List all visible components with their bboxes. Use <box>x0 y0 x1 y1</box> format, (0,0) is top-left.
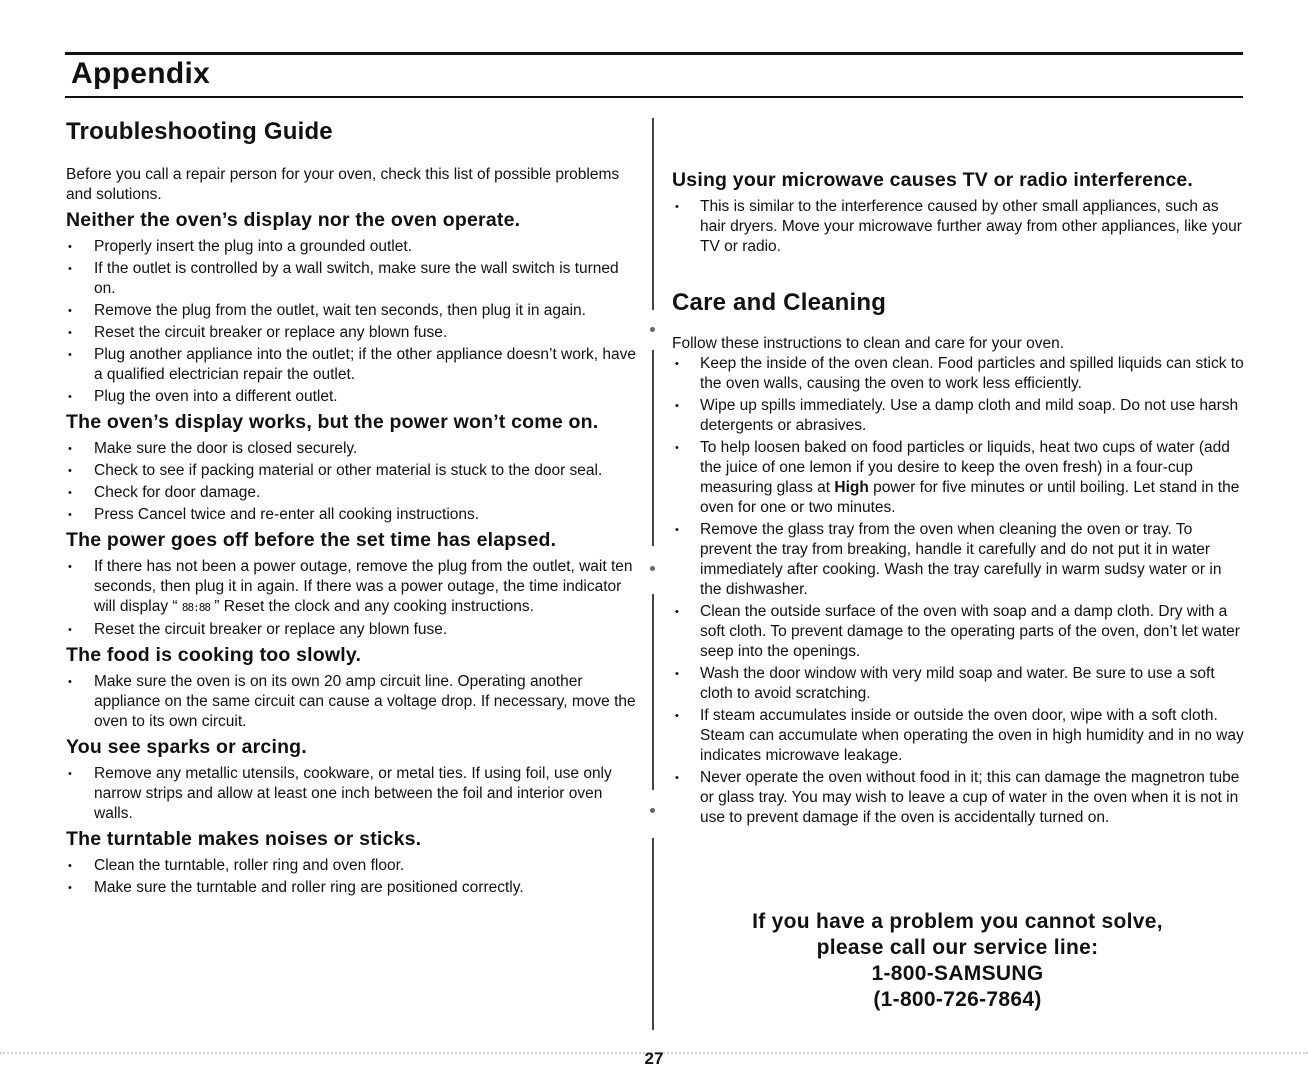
service-line-2: please call our service line: <box>816 936 1099 959</box>
list-item: • Remove the glass tray from the oven when cleaning the oven or tray. To prevent the tray from breaking, handle it carefully and do not put it in water immediately after cooking. Wash the tray carefully in warm sudsy water or in the dishwasher. <box>672 520 1244 600</box>
list-item: • Never operate the oven without food in it; this can damage the magnetron tube or glass tray. You may wish to leave a cup of water in the oven when it is not in use to prevent damage if the oven is accidentally turned on. <box>672 768 1244 828</box>
list-item: • Plug another appliance into the outlet; if the other appliance doesn’t work, have a qualified electrician repair the outlet. <box>66 345 638 385</box>
list-item: • Make sure the turntable and roller ring are positioned correctly. <box>66 878 638 898</box>
list-item: • If steam accumulates inside or outside the oven door, wipe with a soft cloth. Steam can accumulate when operating the oven in high humidity and in no way indicates microwave leakage. <box>672 706 1244 766</box>
section-list <box>66 672 638 732</box>
list-item-text: If there has not been a power outage, remove the plug from the outlet, wait ten seconds, then plug it in again. If there was a power outage, the time indicator will display “ <box>94 558 633 615</box>
list-item: • Check to see if packing material or other material is stuck to the door seal. <box>66 461 638 481</box>
column-divider <box>652 838 654 1030</box>
list-item: • Wash the door window with very mild soap and water. Be sure to use a soft cloth to avoid scratching. <box>672 664 1244 704</box>
header-rule-top <box>65 52 1243 55</box>
section-list <box>66 764 638 824</box>
care-intro: Follow these instructions to clean and care for your oven. <box>672 335 1065 352</box>
care-list <box>672 354 1244 828</box>
list-item-text: power for five minutes or until boiling. Let stand in the oven for one or two minutes. <box>700 479 1240 516</box>
section-list <box>66 557 638 640</box>
interference-list <box>672 197 1244 257</box>
list-item-text: ” Reset the clock and any cooking instructions. <box>209 598 534 615</box>
section-list <box>66 856 638 898</box>
page-number: 27 <box>644 1049 664 1068</box>
troubleshooting-intro: Before you call a repair person for your oven, check this list of possible problems and solutions. <box>66 166 620 203</box>
list-item <box>672 438 1244 518</box>
column-divider <box>652 594 654 790</box>
list-item: • Clean the turntable, roller ring and oven floor. <box>66 856 638 876</box>
time-indicator-display: 88:88 <box>181 601 210 614</box>
list-item-text: To help loosen baked on food particles or liquids, heat two cups of water (add the juice of one lemon if you desire to keep the oven fresh) in a four-cup measuring glass at <box>700 439 1230 496</box>
troubleshooting-title: Troubleshooting Guide <box>66 118 333 145</box>
care-column <box>672 118 1244 830</box>
list-item: • Check for door damage. <box>66 483 638 503</box>
list-item: • Keep the inside of the oven clean. Food particles and spilled liquids can stick to the oven walls, causing the oven to work less efficiently. <box>672 354 1244 394</box>
section-heading: Neither the oven’s display nor the oven operate. <box>66 209 521 231</box>
service-callout <box>700 909 1215 1013</box>
service-phone-name: 1-800-SAMSUNG <box>871 962 1044 985</box>
section-heading: The food is cooking too slowly. <box>66 644 362 666</box>
divider-dot <box>650 808 655 813</box>
list-item: • Remove any metallic utensils, cookware, or metal ties. If using foil, use only narrow strips and allow at least one inch between the foil and interior oven walls. <box>66 764 638 824</box>
section-heading: The power goes off before the set time has elapsed. <box>66 529 557 551</box>
list-item: • Reset the circuit breaker or replace any blown fuse. <box>66 620 638 640</box>
list-item: • Wipe up spills immediately. Use a damp cloth and mild soap. Do not use harsh detergents or abrasives. <box>672 396 1244 436</box>
section-list <box>66 439 638 525</box>
section-heading: The turntable makes noises or sticks. <box>66 828 422 850</box>
interference-heading: Using your microwave causes TV or radio interference. <box>672 169 1194 191</box>
section-list <box>66 237 638 407</box>
column-divider <box>652 118 654 310</box>
list-item: • If the outlet is controlled by a wall switch, make sure the wall switch is turned on. <box>66 259 638 299</box>
list-item: • Properly insert the plug into a grounded outlet. <box>66 237 638 257</box>
list-item <box>66 557 638 618</box>
power-level-label: High <box>834 479 869 496</box>
list-item: • Remove the plug from the outlet, wait ten seconds, then plug it in again. <box>66 301 638 321</box>
list-item: • Press Cancel twice and re-enter all cooking instructions. <box>66 505 638 525</box>
divider-dot <box>650 327 655 332</box>
section-heading: You see sparks or arcing. <box>66 736 307 758</box>
troubleshooting-column <box>66 118 638 900</box>
section-heading: The oven’s display works, but the power won’t come on. <box>66 411 599 433</box>
list-item: • Reset the circuit breaker or replace any blown fuse. <box>66 323 638 343</box>
care-title: Care and Cleaning <box>672 289 887 316</box>
header-rule-bottom <box>65 96 1243 98</box>
service-line-1: If you have a problem you cannot solve, <box>752 910 1163 933</box>
list-item: • Make sure the door is closed securely. <box>66 439 638 459</box>
list-item: • Clean the outside surface of the oven with soap and a damp cloth. Dry with a soft cloth. To prevent damage to the operating parts of the oven, don’t let water seep into the openings. <box>672 602 1244 662</box>
list-item: • This is similar to the interference caused by other small appliances, such as hair dryers. Move your microwave further away from other appliances, like your TV or radio. <box>672 197 1244 257</box>
list-item: • Make sure the oven is on its own 20 amp circuit line. Operating another appliance on the same circuit can cause a voltage drop. If necessary, move the oven to its own circuit. <box>66 672 638 732</box>
service-phone-number: (1-800-726-7864) <box>873 988 1042 1011</box>
page-title: Appendix <box>71 57 211 90</box>
list-item: • Plug the oven into a different outlet. <box>66 387 638 407</box>
column-divider <box>652 350 654 546</box>
divider-dot <box>650 566 655 571</box>
